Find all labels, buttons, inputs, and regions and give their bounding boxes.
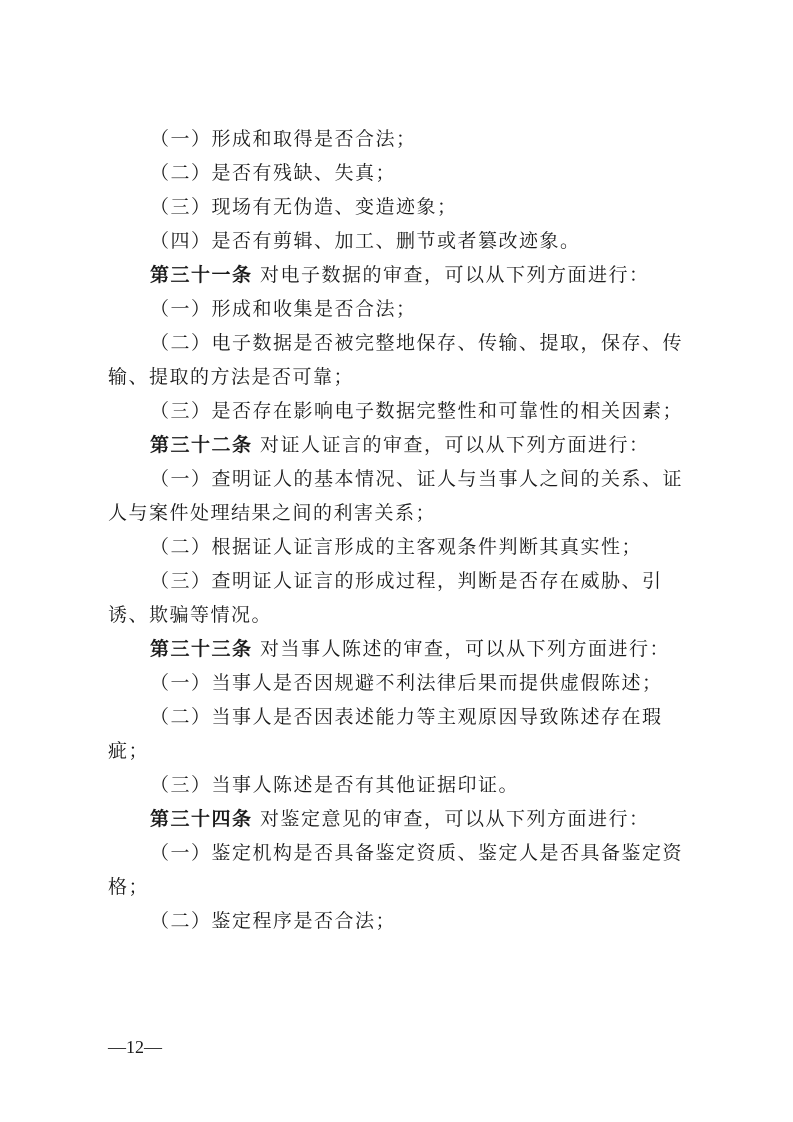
paragraph bbox=[108, 326, 693, 394]
article-paragraph bbox=[108, 258, 693, 292]
paragraph-text: 对当事人陈述的审查，可以从下列方面进行： bbox=[252, 638, 671, 660]
paragraph bbox=[108, 224, 693, 258]
paragraph bbox=[108, 292, 693, 326]
paragraph-text: （二）电子数据是否被完整地保存、传输、提取，保存、传输、提取的方法是否可靠； bbox=[108, 332, 684, 388]
paragraph bbox=[108, 462, 693, 530]
paragraph bbox=[108, 700, 693, 768]
paragraph-text: （二）当事人是否因表述能力等主观原因导致陈述存在瑕疵； bbox=[108, 706, 663, 762]
paragraph-text: （三）现场有无伪造、变造迹象； bbox=[150, 196, 458, 218]
paragraph-text: （一）形成和取得是否合法； bbox=[150, 128, 417, 150]
paragraph-text: （四）是否有剪辑、加工、删节或者篡改迹象。 bbox=[150, 230, 581, 252]
paragraph bbox=[108, 530, 693, 564]
paragraph bbox=[108, 190, 693, 224]
paragraph-text: （二）鉴定程序是否合法； bbox=[150, 910, 397, 932]
paragraph-text: 对电子数据的审查，可以从下列方面进行： bbox=[252, 264, 650, 286]
paragraph-text: （一）鉴定机构是否具备鉴定资质、鉴定人是否具备鉴定资格； bbox=[108, 842, 684, 898]
article-heading: 第三十四条 bbox=[150, 808, 253, 830]
article-heading: 第三十三条 bbox=[150, 638, 253, 660]
paragraph-text: （一）形成和收集是否合法； bbox=[150, 298, 417, 320]
paragraph bbox=[108, 904, 693, 938]
paragraph bbox=[108, 122, 693, 156]
paragraph bbox=[108, 564, 693, 632]
paragraph bbox=[108, 394, 693, 428]
paragraph-text: 对鉴定意见的审查，可以从下列方面进行： bbox=[252, 808, 650, 830]
article-paragraph bbox=[108, 632, 693, 666]
paragraph-text: 对证人证言的审查，可以从下列方面进行： bbox=[252, 434, 650, 456]
paragraph-text: （一）当事人是否因规避不利法律后果而提供虚假陈述； bbox=[150, 672, 663, 694]
paragraph bbox=[108, 666, 693, 700]
paragraph-text: （二）是否有残缺、失真； bbox=[150, 162, 397, 184]
paragraph bbox=[108, 836, 693, 904]
paragraph-text: （二）根据证人证言形成的主客观条件判断其真实性； bbox=[150, 536, 643, 558]
article-heading: 第三十一条 bbox=[150, 264, 253, 286]
paragraph bbox=[108, 156, 693, 190]
page-number: —12— bbox=[108, 1037, 162, 1057]
paragraph bbox=[108, 768, 693, 802]
paragraph-text: （三）查明证人证言的形成过程，判断是否存在威胁、引诱、欺骗等情况。 bbox=[108, 570, 663, 626]
article-heading: 第三十二条 bbox=[150, 434, 253, 456]
article-paragraph bbox=[108, 428, 693, 462]
article-paragraph bbox=[108, 802, 693, 836]
paragraph-text: （三）当事人陈述是否有其他证据印证。 bbox=[150, 774, 520, 796]
paragraph-text: （一）查明证人的基本情况、证人与当事人之间的关系、证人与案件处理结果之间的利害关系； bbox=[108, 468, 684, 524]
document-body bbox=[108, 122, 693, 938]
paragraph-text: （三）是否存在影响电子数据完整性和可靠性的相关因素； bbox=[150, 400, 684, 422]
